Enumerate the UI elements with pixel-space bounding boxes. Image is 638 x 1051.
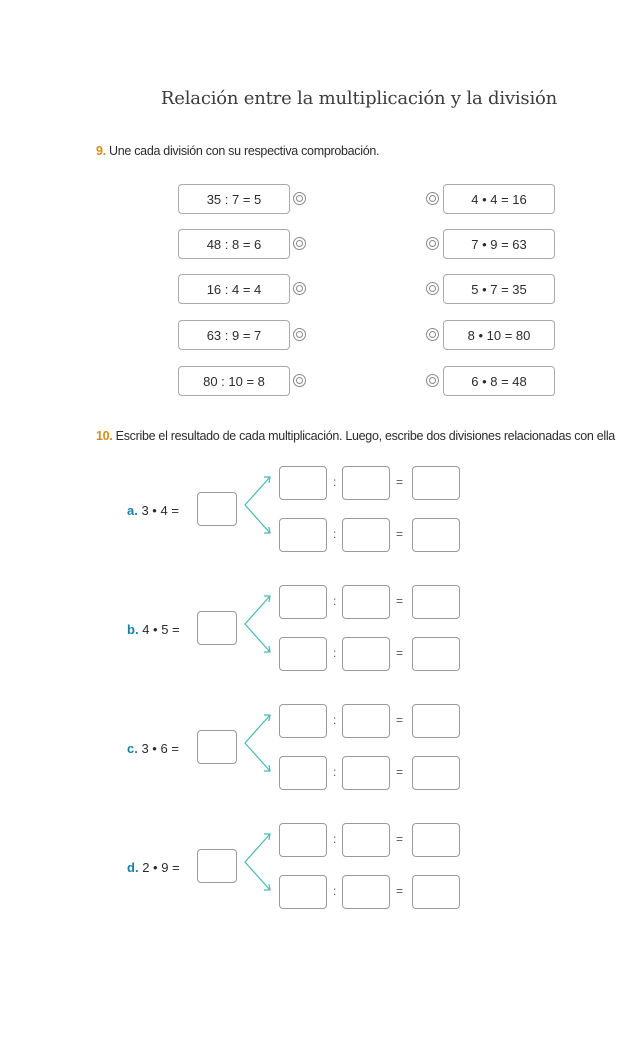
- bracket-arrows: [242, 831, 284, 893]
- match-point-right[interactable]: [426, 237, 439, 250]
- equals-sign: =: [396, 594, 404, 608]
- equals-sign: =: [396, 884, 404, 898]
- division-sign: :: [333, 594, 337, 608]
- check-box: [443, 184, 555, 214]
- exercise-expression: 3 • 6 =: [141, 741, 179, 756]
- division-sign: :: [333, 884, 337, 898]
- match-point-left[interactable]: [293, 374, 306, 387]
- match-point-right[interactable]: [426, 282, 439, 295]
- quotient-box[interactable]: [412, 875, 460, 909]
- quotient-box[interactable]: [412, 518, 460, 552]
- equals-sign: =: [396, 765, 404, 779]
- dividend-box[interactable]: [279, 704, 327, 738]
- equals-sign: =: [396, 832, 404, 846]
- check-text: 7 • 9 = 63: [471, 236, 527, 252]
- division-sign: :: [333, 475, 337, 489]
- check-box: [443, 320, 555, 350]
- question-9-number: 9.: [96, 144, 106, 158]
- division-box: [178, 229, 290, 259]
- check-box: [443, 229, 555, 259]
- match-point-left[interactable]: [293, 282, 306, 295]
- division-box: [178, 320, 290, 350]
- exercise-label: [127, 741, 179, 756]
- match-point-right[interactable]: [426, 328, 439, 341]
- divisor-box[interactable]: [342, 875, 390, 909]
- product-answer-box[interactable]: [197, 730, 237, 764]
- quotient-box[interactable]: [412, 466, 460, 500]
- quotient-box[interactable]: [412, 704, 460, 738]
- quotient-box[interactable]: [412, 756, 460, 790]
- exercise-label: [127, 503, 179, 518]
- match-point-right[interactable]: [426, 192, 439, 205]
- quotient-box[interactable]: [412, 585, 460, 619]
- dividend-box[interactable]: [279, 756, 327, 790]
- dividend-box[interactable]: [279, 823, 327, 857]
- exercise-label: [127, 860, 180, 875]
- exercise-expression: 2 • 9 =: [142, 860, 180, 875]
- match-point-right[interactable]: [426, 374, 439, 387]
- check-text: 8 • 10 = 80: [467, 327, 531, 343]
- bracket-arrows: [242, 712, 284, 774]
- question-10-number: 10.: [96, 429, 113, 443]
- division-sign: :: [333, 646, 337, 660]
- division-sign: :: [333, 765, 337, 779]
- check-text: 4 • 4 = 16: [471, 191, 527, 207]
- division-text: 48 : 8 = 6: [206, 236, 262, 252]
- quotient-box[interactable]: [412, 823, 460, 857]
- equals-sign: =: [396, 475, 404, 489]
- match-point-left[interactable]: [293, 192, 306, 205]
- exercise-letter: d.: [127, 860, 139, 875]
- divisor-box[interactable]: [342, 823, 390, 857]
- check-text: 6 • 8 = 48: [471, 373, 527, 389]
- product-answer-box[interactable]: [197, 849, 237, 883]
- divisor-box[interactable]: [342, 585, 390, 619]
- dividend-box[interactable]: [279, 585, 327, 619]
- division-text: 80 : 10 = 8: [203, 373, 265, 389]
- division-text: 35 : 7 = 5: [206, 191, 262, 207]
- divisor-box[interactable]: [342, 637, 390, 671]
- division-sign: :: [333, 527, 337, 541]
- division-text: 63 : 9 = 7: [206, 327, 262, 343]
- division-box: [178, 274, 290, 304]
- exercise-letter: c.: [127, 741, 138, 756]
- dividend-box[interactable]: [279, 637, 327, 671]
- quotient-box[interactable]: [412, 637, 460, 671]
- match-point-left[interactable]: [293, 237, 306, 250]
- exercise-letter: a.: [127, 503, 138, 518]
- divisor-box[interactable]: [342, 466, 390, 500]
- exercise-expression: 3 • 4 =: [141, 503, 179, 518]
- dividend-box[interactable]: [279, 466, 327, 500]
- exercise-letter: b.: [127, 622, 139, 637]
- divisor-box[interactable]: [342, 756, 390, 790]
- divisor-box[interactable]: [342, 704, 390, 738]
- question-9: [96, 144, 379, 158]
- division-box: [178, 184, 290, 214]
- dividend-box[interactable]: [279, 875, 327, 909]
- equals-sign: =: [396, 527, 404, 541]
- exercise-label: [127, 622, 180, 637]
- page-title: Relación entre la multiplicación y la división: [160, 88, 558, 109]
- product-answer-box[interactable]: [197, 492, 237, 526]
- match-point-left[interactable]: [293, 328, 306, 341]
- question-10: [96, 429, 638, 443]
- dividend-box[interactable]: [279, 518, 327, 552]
- check-box: [443, 366, 555, 396]
- divisor-box[interactable]: [342, 518, 390, 552]
- bracket-arrows: [242, 593, 284, 655]
- division-sign: :: [333, 713, 337, 727]
- equals-sign: =: [396, 646, 404, 660]
- product-answer-box[interactable]: [197, 611, 237, 645]
- bracket-arrows: [242, 474, 284, 536]
- equals-sign: =: [396, 713, 404, 727]
- question-9-text: Une cada división con su respectiva comprobación.: [109, 144, 380, 158]
- division-sign: :: [333, 832, 337, 846]
- division-box: [178, 366, 290, 396]
- check-text: 5 • 7 = 35: [471, 281, 527, 297]
- exercise-expression: 4 • 5 =: [142, 622, 180, 637]
- question-10-text: Escribe el resultado de cada multiplicación. Luego, escribe dos divisiones relacionadas con ella: [115, 429, 615, 443]
- division-text: 16 : 4 = 4: [206, 281, 262, 297]
- check-box: [443, 274, 555, 304]
